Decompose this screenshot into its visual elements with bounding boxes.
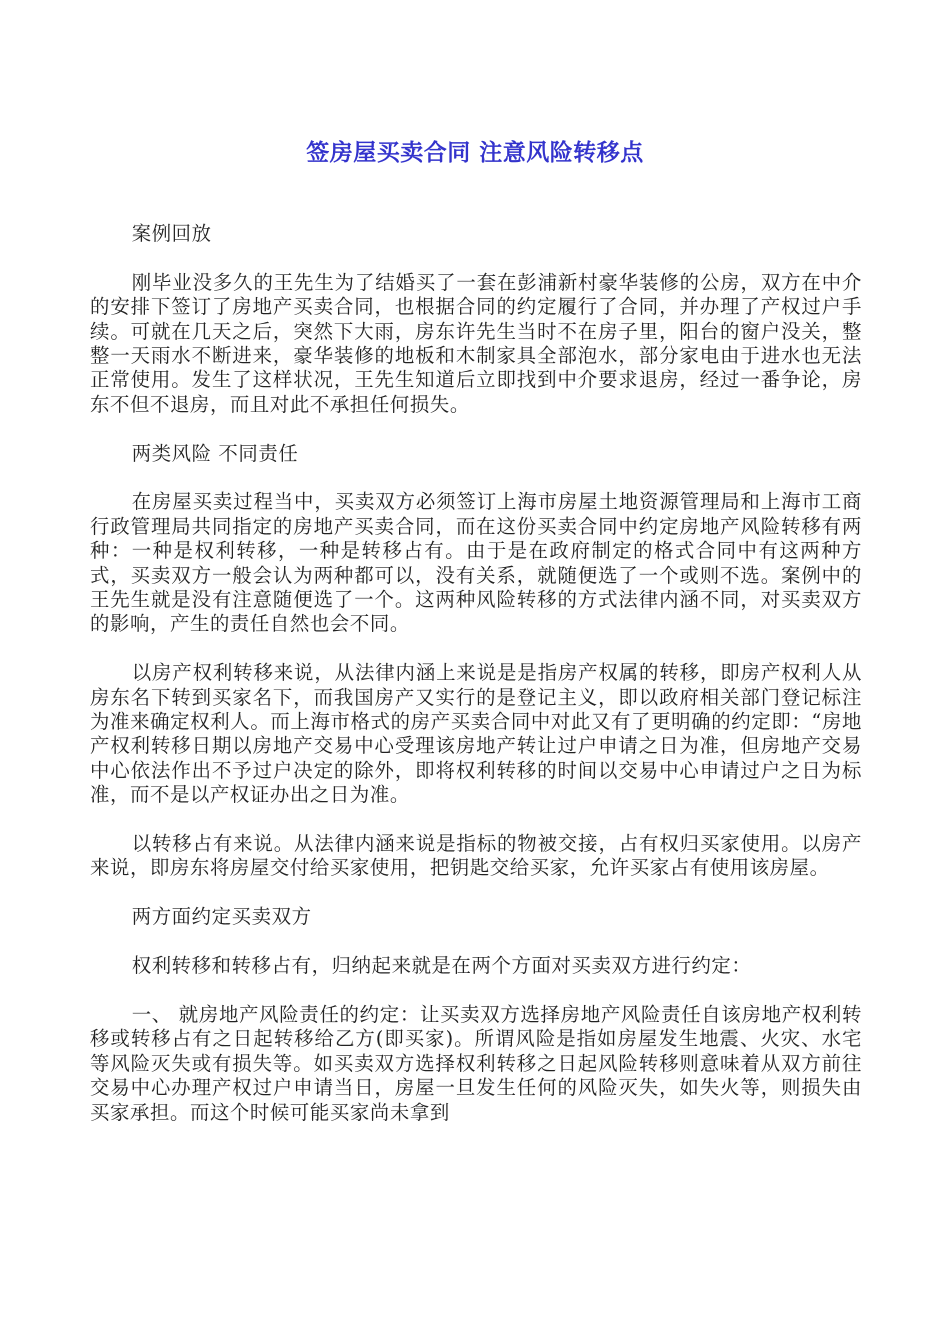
document-body: [90, 222, 862, 1149]
section-heading-two-aspects: 两方面约定买卖双方: [131, 905, 312, 929]
section-heading-two-risks: 两类风险 不同责任: [131, 441, 299, 465]
paragraph-risk-agreement: 一、 就房地产风险责任的约定：让买卖双方选择房地产风险责任自该房地产权利转移或转移占有之日起转移给乙方(即买家)。所谓风险是指如房屋发生地震、火灾、水宅等风险灭失或有损失等。如买卖双方选择权利转移之日起风险转移则意味着从双方前往交易中心办理产权过户申请当日，房屋一旦发生任何的风险灭失，如失火等，则损失由买家承担。而这个时候可能买家尚未拿到: [90, 1002, 862, 1124]
paragraph-summary: 权利转移和转移占有，归纳起来就是在两个方面对买卖双方进行约定：: [131, 954, 752, 978]
document-title: 签房屋买卖合同 注意风险转移点: [306, 140, 644, 166]
paragraph-rights-transfer: 以房产权利转移来说，从法律内涵上来说是是指房产权属的转移，即房产权利人从房东名下转到买家名下，而我国房产又实行的是登记主义，即以政府相关部门登记标注为准来确定权利人。而上海市格式的房产买卖合同中对此又有了更明确的约定即：“房地产权利转移日期以房地产交易中心受理该房地产转让过户申请之日为准，但房地产交易中心依法作出不予过户决定的除外，即将权利转移的时间以交易中心申请过户之日为标准，而不是以产权证办出之日为准。: [90, 661, 862, 807]
paragraph-case-story: 刚毕业没多久的王先生为了结婚买了一套在彭浦新村豪华装修的公房，双方在中介的安排下签订了房地产买卖合同，也根据合同的约定履行了合同，并办理了产权过户手续。可就在几天之后，突然下大雨，房东许先生当时不在房子里，阳台的窗户没关，整整一天雨水不断进来，豪华装修的地板和木制家具全部泡水，部分家电由于进水也无法正常使用。发生了这样状况，王先生知道后立即找到中介要求退房，经过一番争论，房东不但不退房，而且对此不承担任何损失。: [90, 270, 862, 416]
paragraph-contract-risk: 在房屋买卖过程当中，买卖双方必须签订上海市房屋土地资源管理局和上海市工商行政管理局共同指定的房地产买卖合同，而在这份买卖合同中约定房地产风险转移有两种：一种是权利转移，一种是转移占有。由于是在政府制定的格式合同中有这两种方式，买卖双方一般会认为两种都可以，没有关系，就随便选了一个或则不选。案例中的王先生就是没有注意随便选了一个。这两种风险转移的方式法律内涵不同，对买卖双方的影响，产生的责任自然也会不同。: [90, 490, 862, 636]
section-heading-case-review: 案例回放: [131, 222, 212, 245]
paragraph-possession-transfer: 以转移占有来说。从法律内涵来说是指标的物被交接，占有权归买家使用。以房产来说，即房东将房屋交付给买家使用，把钥匙交给买家，允许买家占有使用该房屋。: [90, 832, 862, 880]
